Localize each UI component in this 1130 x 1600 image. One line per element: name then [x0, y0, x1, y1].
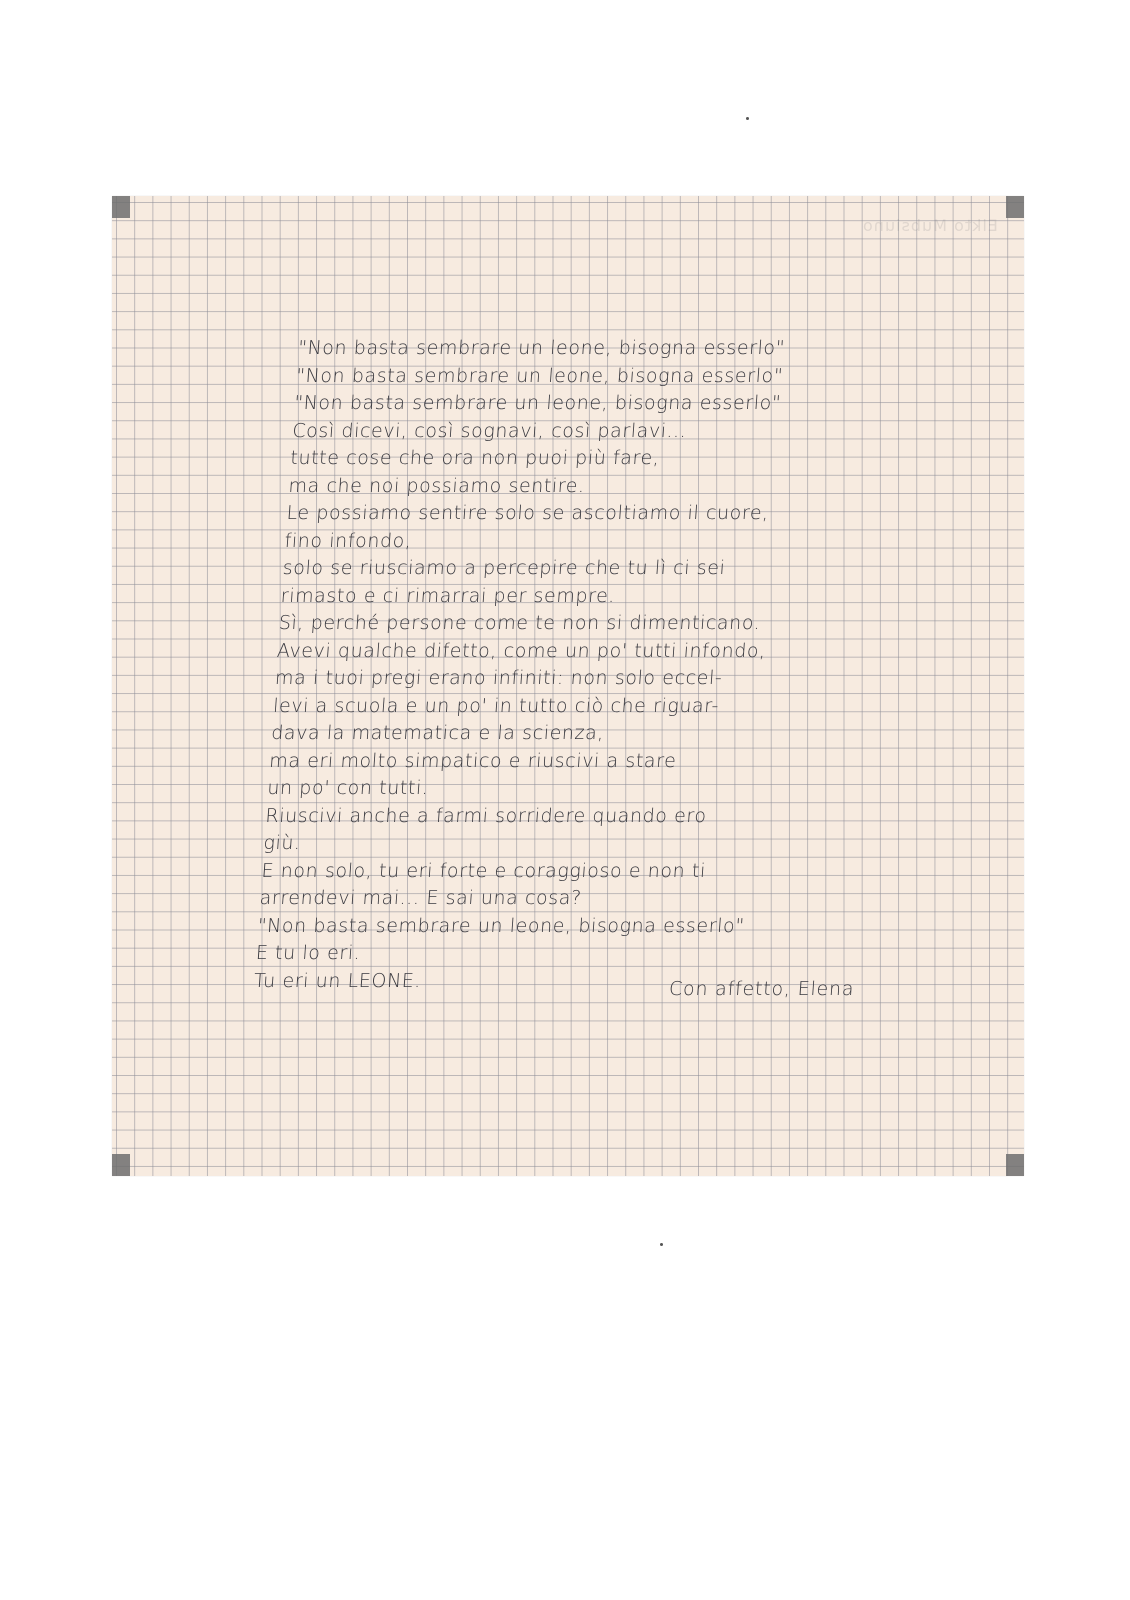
letter-line: un po' con tutti. [266, 777, 430, 799]
letter-line: Le possiamo sentire solo se ascoltiamo il cuore, [285, 502, 770, 524]
letter-line: "Non basta sembrare un leone, bisogna esserlo" [295, 364, 784, 387]
scan-speck [746, 117, 749, 120]
tape-corner-top-right [1006, 196, 1024, 218]
letter-line: Sì, perché persone come te non si dimenticano. [278, 612, 762, 634]
letter-line: levi a scuola e un po' in tutto ciò che riguar- [272, 694, 720, 717]
letter-line: dava la matematica e la scienza, [270, 722, 605, 744]
letter-line: arrendevi mai... E sai una cosa? [258, 887, 583, 909]
letter-line: "Non basta sembrare un leone, bisogna esserlo" [257, 914, 746, 937]
letter-line: fino infondo, [283, 529, 413, 552]
letter-line: Così dicevi, così sognavi, così parlavi... [291, 419, 688, 442]
bleed-through-mark: Elkto Mubsiuno [862, 216, 998, 235]
letter-line: Riuscivi anche a farmi sorridere quando ero [264, 804, 708, 827]
letter-signature: Con affetto, Elena [667, 978, 855, 1000]
tape-corner-bottom-right [1006, 1154, 1024, 1176]
letter-line: ma i tuoi pregi erano infiniti: non solo eccel- [274, 667, 724, 689]
letter-line: ma che noi possiamo sentire. [287, 474, 586, 497]
letter-line: ma eri molto simpatico e riuscivi a stare [268, 749, 678, 772]
letter-line: "Non basta sembrare un leone, bisogna esserlo" [297, 337, 786, 359]
letter-line: rimasto e ci rimarrai per sempre. [280, 584, 616, 607]
letter-body [253, 335, 899, 995]
graph-paper-sheet [112, 196, 1024, 1176]
letter-line: tutte cose che ora non puoi più fare, [289, 447, 661, 469]
tape-corner-bottom-left [112, 1154, 130, 1176]
scan-speck [660, 1243, 663, 1246]
letter-line: giù. [262, 832, 302, 854]
letter-line: Tu eri un LEONE. [253, 969, 422, 992]
letter-line: E tu lo eri. [255, 942, 362, 964]
tape-corner-top-left [112, 196, 130, 218]
letter-line: Avevi qualche difetto, come un po' tutti infondo, [276, 639, 767, 662]
letter-line: "Non basta sembrare un leone, bisogna esserlo" [293, 392, 782, 414]
letter-line: solo se riusciamo a percepire che tu lì ci sei [282, 557, 727, 579]
letter-line: E non solo, tu eri forte e coraggioso e non ti [260, 859, 707, 882]
